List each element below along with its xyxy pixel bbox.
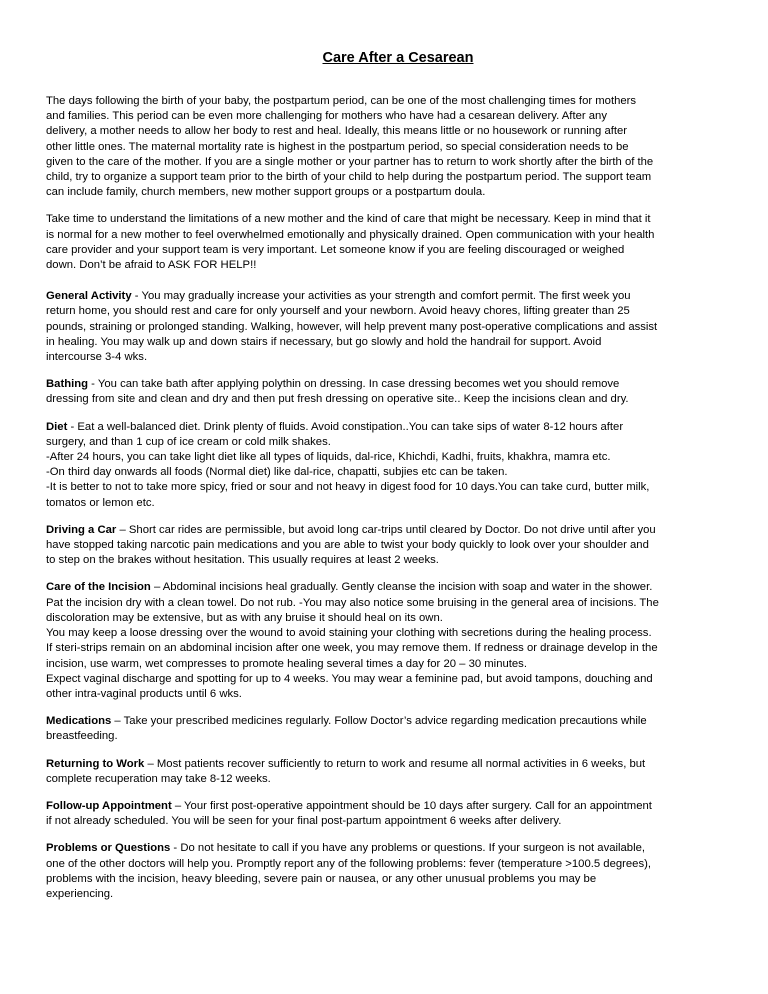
text-line: -After 24 hours, you can take light diet like all types of liquids, dal-rice, Khichdi, Kadhi, fruits, khakhra, mamra etc. [46,451,611,464]
text-line: You may keep a loose dressing over the wound to avoid staining your clothing with secretions during the healing process. [46,627,652,640]
section-heading: Returning to Work [46,757,145,770]
section-text: - Eat a well-balanced diet. Drink plenty of fluids. Avoid constipation..You can take sips of water 8-12 hours after [67,420,624,433]
text-line: surgery, and than 1 cup of ice cream or cold milk shakes. [46,435,331,448]
text-line: -It is better to not to take more spicy, fried or sour and not heavy in digest food for 10 days.You can take curd, butter milk, [46,481,650,494]
text-line: is normal for a new mother to feel overwhelmed emotionally and physically drained. Open communication with your health [46,228,655,241]
section-text: - You may gradually increase your activities as your strength and comfort permit. The first week you [131,290,631,303]
section-text: – Short car rides are permissible, but avoid long car-trips until cleared by Doctor. Do not drive until after you [116,523,656,536]
text-line [46,714,730,729]
text-line [46,377,730,392]
text-line: if not already scheduled. You will be seen for your final post-partum appointment 6 weeks after delivery. [46,815,562,828]
text-line: incision, use warm, wet compresses to promote healing several times a day for 20 – 30 minutes. [46,657,527,670]
section-returning-to-work [46,757,730,787]
text-line: given to the care of the mother. If you are a single mother or your partner has to return to work shortly after the birth of the [46,155,654,168]
intro-paragraph-2 [46,212,730,273]
text-line: other little ones. The maternal mortality rate is highest in the postpartum period, so special consideration needs to be [46,140,629,153]
text-line: The days following the birth of your baby, the postpartum period, can be one of the most challenging times for mothers [46,95,637,107]
text-line [46,757,730,772]
text-line: can include family, church members, new mother support groups or a postpartum doula. [46,186,486,199]
section-heading: Problems or Questions [46,842,171,855]
text-line [46,289,730,304]
text-line: have stopped taking narcotic pain medications and you are able to twist your body quickly to look over your shoulder and [46,539,649,552]
section-heading: Medications [46,715,112,728]
section-general-activity [46,289,730,365]
text-line [46,420,730,435]
text-line: discoloration may be extensive, but as with any bruise it should heal on its own. [46,611,443,624]
text-line: child, try to organize a support team prior to the birth of your child to help during the postpartum period. The support team [46,171,652,184]
section-follow-up-appointment [46,799,730,829]
text-line: If steri-strips remain on an abdominal incision after one week, you may remove them. If redness or drainage develop in the [46,642,658,655]
section-text: – Most patients recover sufficiently to return to work and resume all normal activities in 6 weeks, but [144,757,646,770]
text-line: delivery, a mother needs to allow her body to rest and heal. Ideally, this means little or no housework or running after [46,125,628,138]
text-line: return home, you should rest and care for only yourself and your newborn. Avoid heavy chores, lifting greater than 25 [46,305,630,318]
section-diet [46,420,730,511]
section-medications [46,714,730,744]
section-heading: Driving a Car [46,523,117,536]
section-heading: Diet [46,420,68,433]
text-line [46,841,730,856]
document-title: Care After a Cesarean [322,50,474,66]
document-page [46,49,730,914]
text-line: to step on the brakes without hesitation. This usually requires at least 2 weeks. [46,554,439,567]
section-heading: Care of the Incision [46,581,151,594]
text-line: complete recuperation may take 8-12 weeks. [46,772,271,785]
text-line: pounds, straining or prolonged standing. Walking, however, will help prevent many post-operative complications and assist [46,320,658,333]
text-line: intercourse 3-4 wks. [46,351,148,364]
text-line: in healing. You may walk up and down stairs if necessary, but go slowly and hold the handrail for support. Avoid [46,335,602,348]
text-line [46,580,730,595]
section-bathing [46,377,730,407]
section-text: - Do not hesitate to call if you have any problems or questions. If your surgeon is not available, [170,842,646,855]
text-line: Expect vaginal discharge and spotting for up to 4 weeks. You may wear a feminine pad, but avoid tampons, douching and [46,672,653,685]
text-line: dressing from site and clean and dry and then put fresh dressing on operative site.. Keep the incisions clean and dry. [46,393,629,406]
section-problems-or-questions [46,841,730,902]
text-line: down. Don’t be afraid to ASK FOR HELP!! [46,259,257,272]
section-heading: Bathing [46,378,89,391]
section-text: – Take your prescribed medicines regularly. Follow Doctor’s advice regarding medication precautions while [111,715,647,728]
text-line: experiencing. [46,887,114,900]
text-line: -On third day onwards all foods (Normal diet) like dal-rice, chapatti, subjies etc can be taken. [46,466,508,479]
text-line: Pat the incision dry with a clean towel. Do not rub. -You may also notice some bruising in the general area of incisions. The [46,596,659,609]
text-line: and families. This period can be even more challenging for mothers who have had a cesarean delivery. After any [46,110,607,123]
section-heading: Follow-up Appointment [46,799,172,812]
text-line: one of the other doctors will help you. Promptly report any of the following problems: fever (temperature >100.5 degrees), [46,857,652,870]
intro-paragraph-1 [46,94,730,200]
section-driving-a-car [46,523,730,569]
text-line: problems with the incision, heavy bleeding, severe pain or nausea, or any other unusual problems you may be [46,872,597,885]
section-text: - You can take bath after applying polythin on dressing. In case dressing becomes wet you should remove [88,378,620,391]
text-line: Take time to understand the limitations of a new mother and the kind of care that might be necessary. Keep in mind that it [46,213,651,226]
text-line [46,799,730,814]
text-line [46,523,730,538]
text-line: care provider and your support team is very important. Let someone know if you are feeling discouraged or weighed [46,243,625,256]
section-care-of-the-incision [46,580,730,702]
section-text: – Abdominal incisions heal gradually. Gently cleanse the incision with soap and water in the shower. [150,581,653,594]
section-heading: General Activity [46,290,132,303]
section-text: – Your first post-operative appointment should be 10 days after surgery. Call for an appointment [171,799,652,812]
text-line: tomatos or lemon etc. [46,496,155,509]
text-line: breastfeeding. [46,730,118,743]
text-line: other intra-vaginal products until 6 wks. [46,687,242,700]
